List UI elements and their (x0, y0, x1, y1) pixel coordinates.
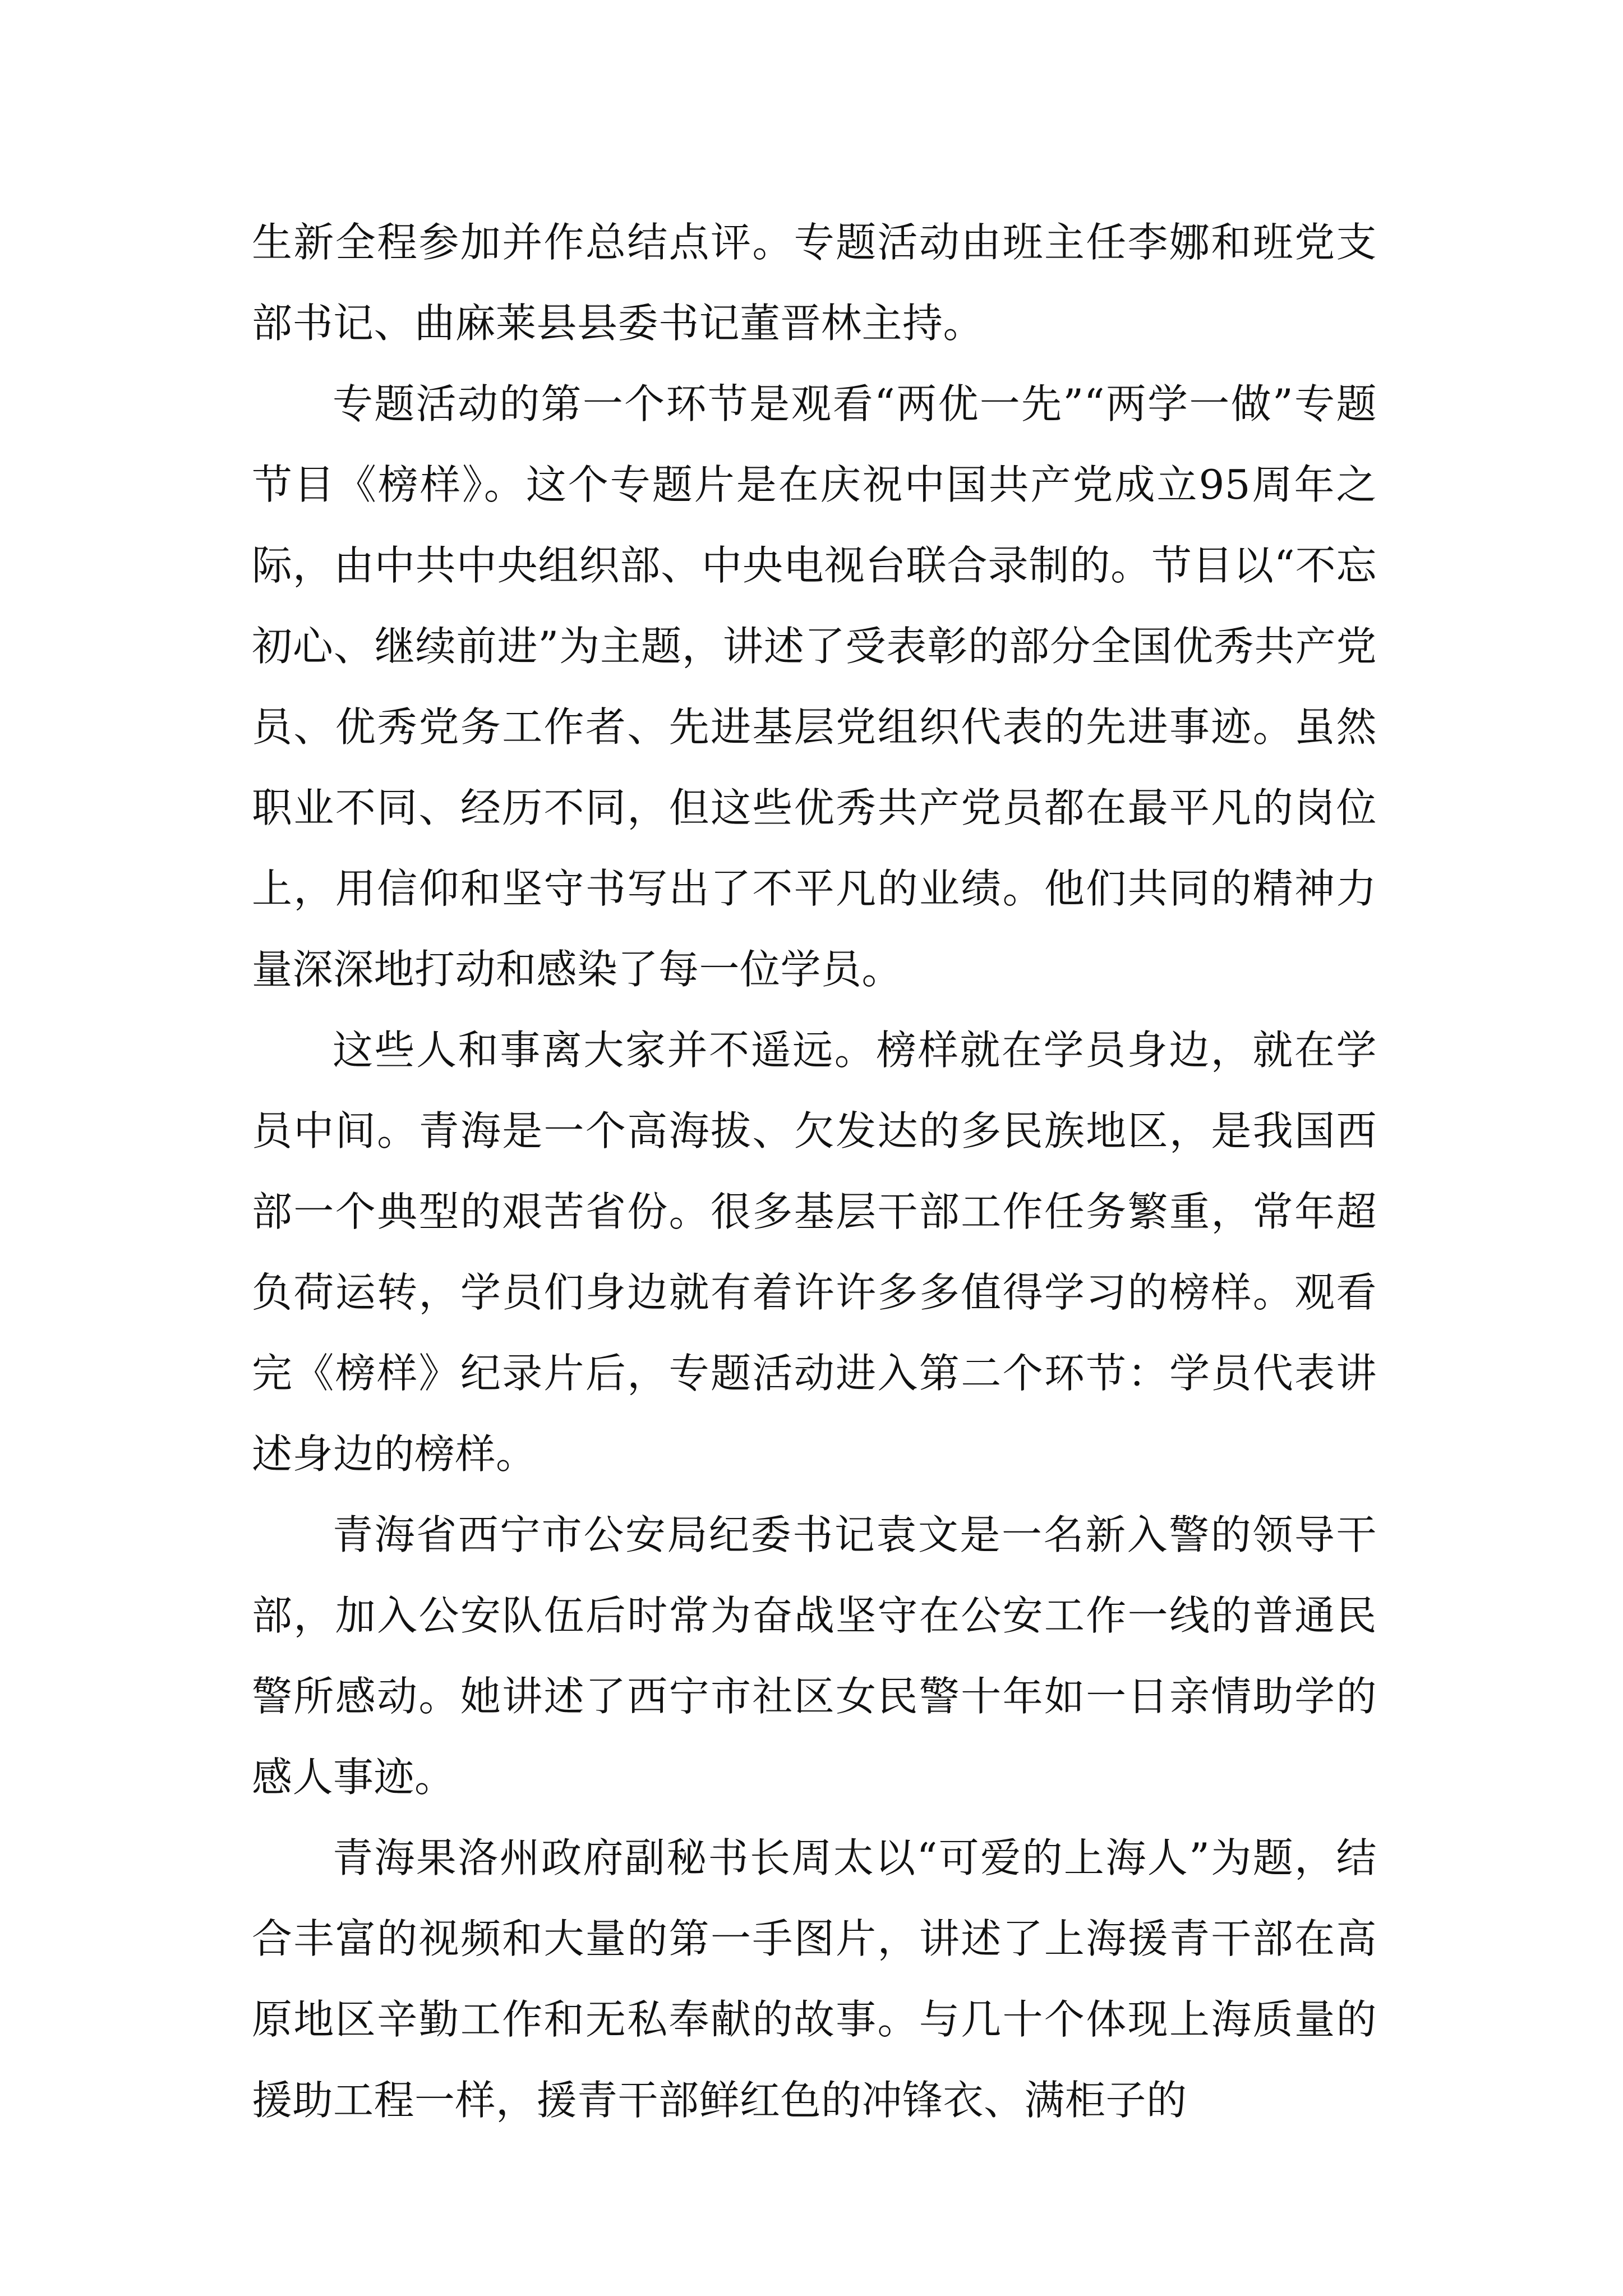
paragraph-program-viewing: 专题活动的第一个环节是观看“两优一先”“两学一做”专题节目《榜样》。这个专题片是在庆祝中国共产党成立95周年之际，由中共中央组织部、中央电视台联合录制的。节目以“不忘初心、继续前进”为主题，讲述了受表彰的部分全国优秀共产党员、优秀党务工作者、先进基层党组织代表的先进事迹。虽然职业不同、经历不同，但这些优秀共产党员都在最平凡的岗位上，用信仰和坚守书写出了不平凡的业绩。他们共同的精神力量深深地打动和感染了每一位学员。 (252, 380, 1377, 993)
paragraph-golog-shanghai: 青海果洛州政府副秘书长周太以“可爱的上海人”为题，结合丰富的视频和大量的第一手图片，讲述了上海援青干部在高原地区辛勤工作和无私奉献的故事。与几十个体现上海质量的援助工程一样，援青干部鲜红色的冲锋衣、满柜子的 (252, 1834, 1377, 2124)
document-body (252, 202, 1377, 2141)
paragraph-xining-police: 青海省西宁市公安局纪委书记袁文是一名新入警的领导干部，加入公安队伍后时常为奋战坚守在公安工作一线的普通民警所感动。她讲述了西宁市社区女民警十年如一日亲情助学的感人事迹。 (252, 1511, 1377, 1801)
paragraph-role-models-nearby: 这些人和事离大家并不遥远。榜样就在学员身边，就在学员中间。青海是一个高海拔、欠发达的多民族地区，是我国西部一个典型的艰苦省份。很多基层干部工作任务繁重，常年超负荷运转，学员们身边就有着许许多多值得学习的榜样。观看完《榜样》纪录片后，专题活动进入第二个环节：学员代表讲述身边的榜样。 (252, 1027, 1377, 1478)
paragraph-continuation: 生新全程参加并作总结点评。专题活动由班主任李娜和班党支部书记、曲麻莱县县委书记董晋林主持。 (252, 219, 1377, 347)
